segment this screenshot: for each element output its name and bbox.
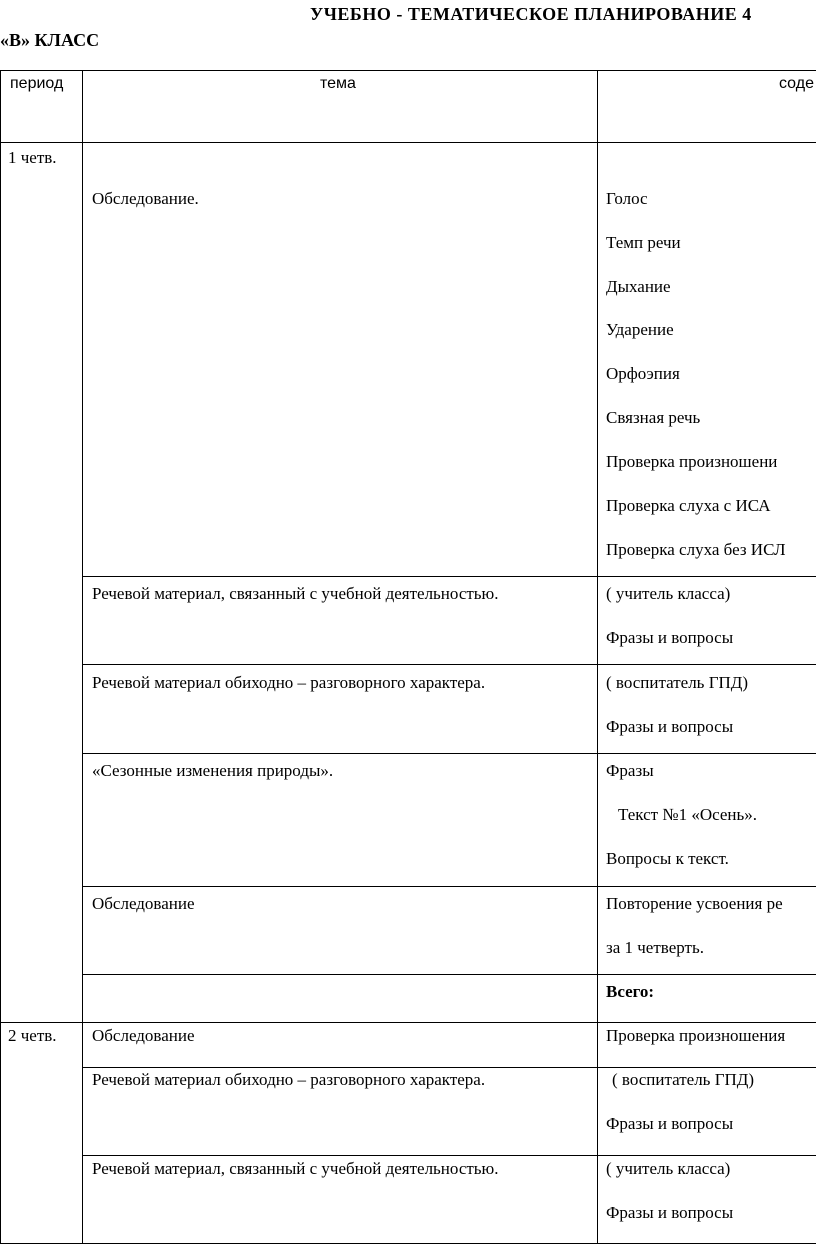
topic-cell: Речевой материал, связанный с учебной деятельностью. [92, 584, 499, 603]
content-line: Проверка слуха без ИСЛ [606, 540, 786, 559]
table-rule [0, 70, 816, 71]
content-line: Проверка произношени [606, 452, 778, 471]
content-line: Голос [606, 189, 648, 208]
content-line: Фразы и вопросы [606, 717, 734, 736]
period-q2: 2 четв. [8, 1026, 57, 1045]
table-rule [0, 1243, 816, 1244]
content-line: Связная речь [606, 408, 701, 427]
content-line: за 1 четверть. [606, 938, 704, 957]
content-line: ( учитель класса) [606, 584, 731, 603]
topic-cell: Обследование. [92, 189, 199, 208]
content-line: Фразы и вопросы [606, 628, 734, 647]
content-line: ( учитель класса) [606, 1159, 731, 1178]
table-rule [0, 70, 1, 1244]
table-rule [82, 70, 83, 1244]
table-rule [82, 974, 816, 975]
table-rule [82, 886, 816, 887]
content-line: Текст №1 «Осень». [618, 805, 757, 824]
table-rule [82, 1155, 816, 1156]
content-line: ( воспитатель ГПД) [606, 673, 749, 692]
content-line: Фразы и вопросы [606, 1203, 734, 1222]
content-line: ( воспитатель ГПД) [612, 1070, 755, 1089]
content-line: Проверка слуха с ИСА [606, 496, 771, 515]
content-line: Темп речи [606, 233, 681, 252]
table-rule [82, 576, 816, 577]
table-rule [82, 1067, 816, 1068]
header-topic: тема [320, 75, 356, 92]
content-line: Фразы [606, 761, 654, 780]
content-line: Орфоэпия [606, 364, 680, 383]
table-rule [0, 142, 816, 143]
content-line: Ударение [606, 320, 674, 339]
content-line: Фразы и вопросы [606, 1114, 734, 1133]
header-period: период [10, 75, 64, 92]
topic-cell: Речевой материал обиходно – разговорного характера. [92, 1070, 486, 1089]
table-rule [0, 1022, 816, 1023]
content-line: Повторение усвоения ре [606, 894, 783, 913]
topic-cell: Речевой материал, связанный с учебной деятельностью. [92, 1159, 499, 1178]
document-title: УЧЕБНО - ТЕМАТИЧЕСКОЕ ПЛАНИРОВАНИЕ 4 [310, 4, 752, 24]
table-rule [82, 753, 816, 754]
document-subtitle: «В» КЛАСС [0, 30, 100, 50]
header-content: соде [779, 75, 814, 92]
content-line: Проверка произношения [606, 1026, 786, 1045]
table-rule [82, 664, 816, 665]
total-label: Всего: [606, 982, 655, 1001]
topic-cell: Обследование [92, 894, 195, 913]
content-line: Вопросы к текст. [606, 849, 729, 868]
period-q1: 1 четв. [8, 148, 57, 167]
table-rule [597, 70, 598, 1244]
topic-cell: Обследование [92, 1026, 195, 1045]
content-line: Дыхание [606, 277, 671, 296]
topic-cell: «Сезонные изменения природы». [92, 761, 334, 780]
topic-cell: Речевой материал обиходно – разговорного характера. [92, 673, 486, 692]
